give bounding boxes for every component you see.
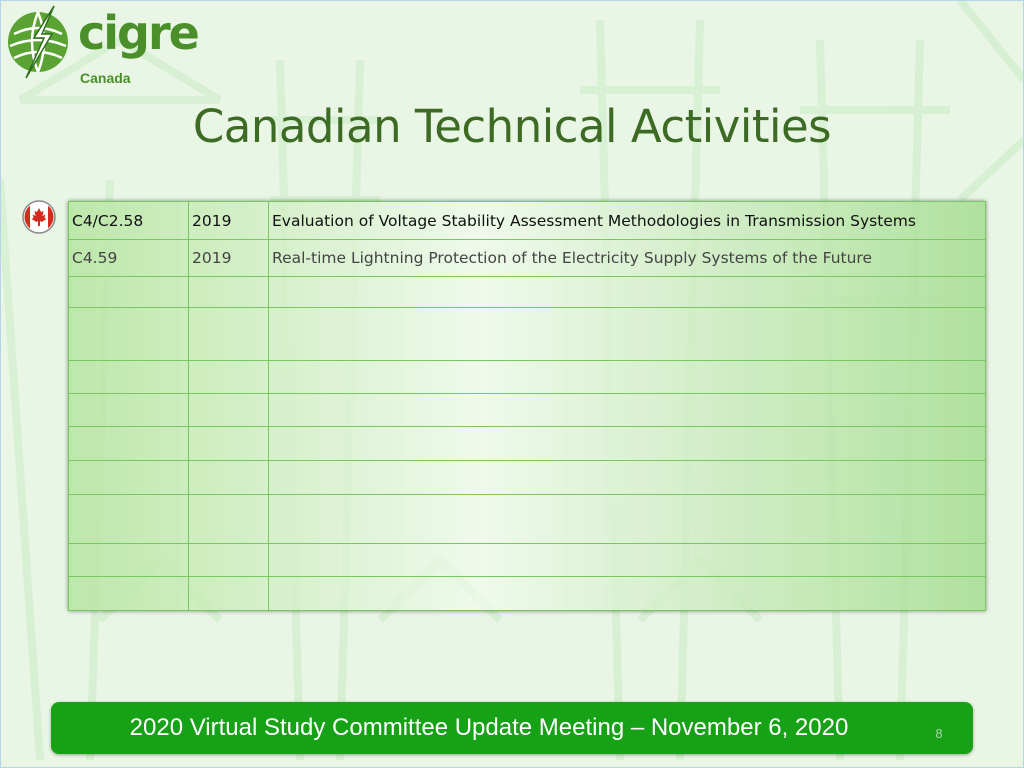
year-cell bbox=[189, 427, 269, 461]
footer-text: 2020 Virtual Study Committee Update Meeting – November 6, 2020 bbox=[129, 714, 849, 741]
description-cell bbox=[269, 361, 986, 394]
description-cell bbox=[269, 544, 986, 577]
table-row bbox=[69, 544, 986, 577]
table-row bbox=[69, 427, 986, 461]
table-row bbox=[69, 308, 986, 361]
description-cell bbox=[269, 308, 986, 361]
year-cell: 2019 bbox=[189, 202, 269, 240]
code-cell: C4.59 bbox=[69, 240, 189, 277]
table-row bbox=[69, 240, 986, 277]
logo-subtext: Canada bbox=[80, 70, 131, 86]
year-cell bbox=[189, 308, 269, 361]
page-number: 8 bbox=[935, 726, 943, 741]
description-cell bbox=[269, 277, 986, 308]
year-cell bbox=[189, 394, 269, 427]
code-cell bbox=[69, 361, 189, 394]
year-cell bbox=[189, 361, 269, 394]
table-row bbox=[69, 577, 986, 611]
year-cell bbox=[189, 544, 269, 577]
code-cell bbox=[69, 308, 189, 361]
cigre-canada-logo bbox=[4, 4, 204, 88]
table-row bbox=[69, 394, 986, 427]
globe-lightning-icon bbox=[4, 4, 74, 80]
code-cell: C4/C2.58 bbox=[69, 202, 189, 240]
table-row bbox=[69, 361, 986, 394]
footer-banner bbox=[51, 702, 973, 754]
logo-wordmark: cigre bbox=[78, 6, 198, 60]
year-cell bbox=[189, 495, 269, 544]
canada-flag-icon bbox=[22, 200, 56, 234]
year-cell bbox=[189, 577, 269, 611]
table-row bbox=[69, 202, 986, 240]
description-cell bbox=[269, 495, 986, 544]
year-cell: 2019 bbox=[189, 240, 269, 277]
code-cell bbox=[69, 277, 189, 308]
year-cell bbox=[189, 277, 269, 308]
description-cell bbox=[269, 577, 986, 611]
description-cell: Real-time Lightning Protection of the Electricity Supply Systems of the Future bbox=[269, 240, 986, 277]
activities-table bbox=[68, 201, 986, 611]
description-cell bbox=[269, 461, 986, 495]
description-cell: Evaluation of Voltage Stability Assessment Methodologies in Transmission Systems bbox=[269, 202, 986, 240]
code-cell bbox=[69, 461, 189, 495]
year-cell bbox=[189, 461, 269, 495]
table-row bbox=[69, 495, 986, 544]
description-cell bbox=[269, 394, 986, 427]
table-row bbox=[69, 461, 986, 495]
code-cell bbox=[69, 427, 189, 461]
code-cell bbox=[69, 394, 189, 427]
code-cell bbox=[69, 577, 189, 611]
code-cell bbox=[69, 544, 189, 577]
description-cell bbox=[269, 427, 986, 461]
page-title: Canadian Technical Activities bbox=[192, 100, 832, 153]
table-row bbox=[69, 277, 986, 308]
code-cell bbox=[69, 495, 189, 544]
